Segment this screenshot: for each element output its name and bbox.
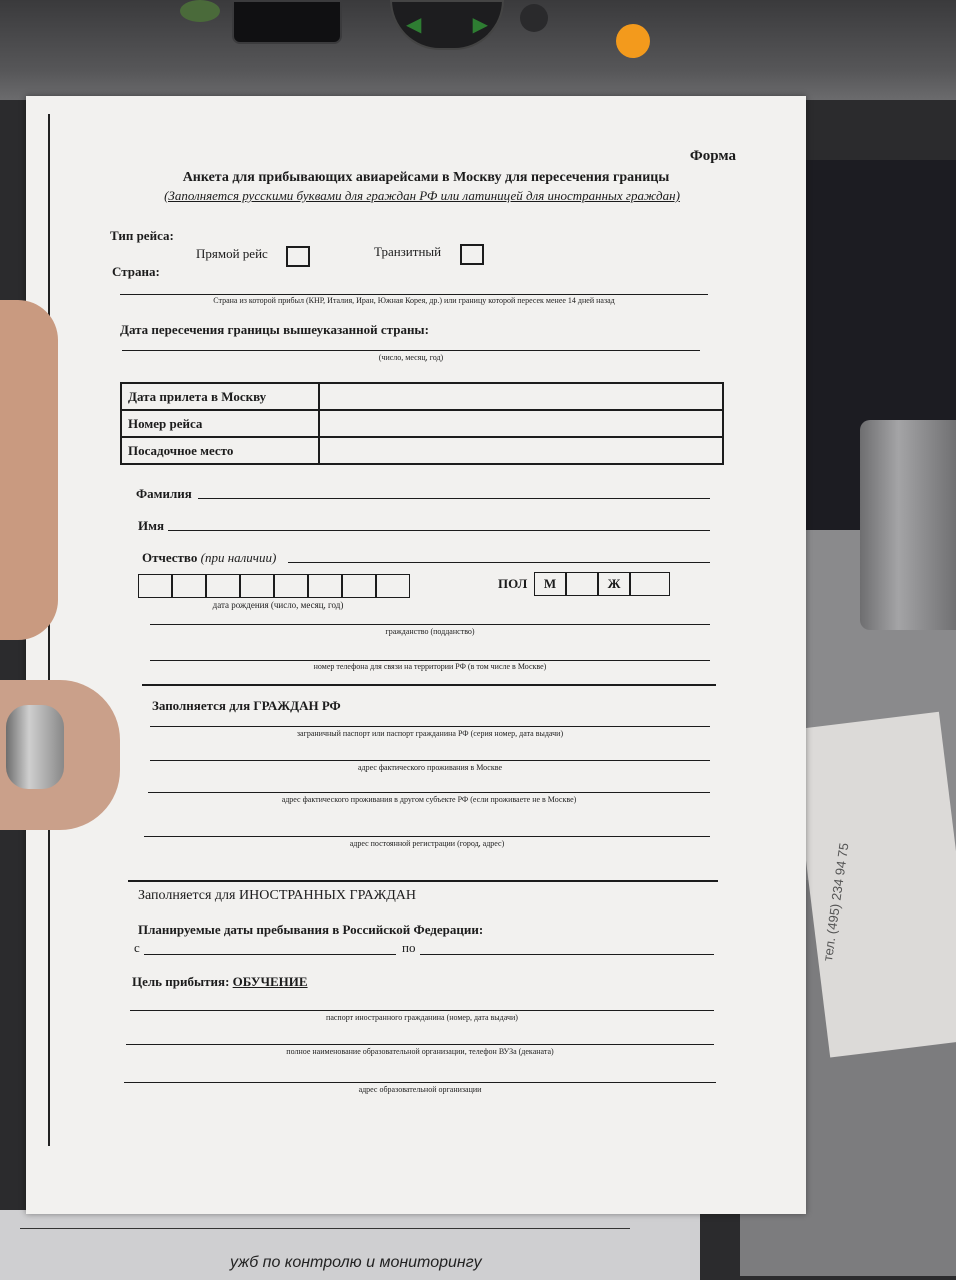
foreign-section-title: Заполняется для ИНОСТРАННЫХ ГРАЖДАН (138, 888, 417, 903)
direct-flight-label: Прямой рейс (196, 246, 268, 261)
section-divider (142, 684, 716, 686)
sex-female-label: Ж (598, 572, 630, 596)
dob-digit-cell[interactable] (342, 574, 376, 598)
rf-address-other-hint: адрес фактического проживания в другом субъекте РФ (если проживаете не в Москве) (281, 795, 577, 804)
seat-number-field[interactable] (319, 437, 723, 464)
channel-left-icon: ◀ (406, 12, 422, 36)
crossing-date-label: Дата пересечения границы вышеуказанной страны: (120, 322, 429, 337)
seat-number-label: Посадочное место (121, 437, 319, 464)
rf-registration-hint: адрес постоянной регистрации (город, адрес) (349, 839, 505, 848)
flight-number-field[interactable] (319, 410, 723, 437)
margin-line (48, 114, 50, 1146)
arrival-date-label: Дата прилета в Москву (121, 383, 319, 410)
hand-thumb (0, 300, 58, 640)
stay-dates-label: Планируемые даты пребывания в Российской Федерации: (138, 922, 484, 937)
name-field[interactable] (168, 530, 710, 531)
form-label: Форма (689, 148, 736, 164)
flight-info-table (120, 382, 724, 465)
dob-digit-cell[interactable] (308, 574, 342, 598)
sex-female-checkbox[interactable] (630, 572, 670, 596)
dob-digit-cell[interactable] (376, 574, 410, 598)
console-button (180, 0, 220, 22)
edu-address-field[interactable] (124, 1082, 716, 1083)
crossing-date-hint: (число, месяц, год) (378, 353, 444, 362)
purpose-label: Цель прибытия: (132, 974, 230, 989)
sex-label: ПОЛ (498, 576, 528, 591)
armrest (860, 420, 956, 630)
citizenship-hint: гражданство (подданство) (385, 627, 475, 636)
edu-org-hint: полное наименование образовательной организации, телефон ВУЗа (деканата) (286, 1047, 554, 1056)
patronymic-note: (при наличии) (200, 550, 277, 565)
phone-hint: номер телефона для связи на территории РФ (в том числе в Москве) (313, 662, 547, 671)
citizenship-field[interactable] (150, 624, 710, 625)
rf-address-other-field[interactable] (148, 792, 710, 793)
direct-flight-checkbox[interactable] (286, 246, 310, 267)
table-row (121, 410, 723, 437)
purpose-group (132, 974, 308, 990)
rf-address-moscow-hint: адрес фактического проживания в Москве (357, 763, 503, 772)
section-divider (128, 880, 718, 882)
channel-right-icon: ▶ (472, 12, 488, 36)
bottom-sheet (0, 1210, 700, 1280)
purpose-value: ОБУЧЕНИЕ (232, 974, 308, 989)
console-channel-pad (390, 0, 504, 50)
rf-address-moscow-field[interactable] (150, 760, 710, 761)
form-title: Анкета для прибывающих авиарейсами в Москву для пересечения границы (182, 170, 670, 185)
console-screen (232, 0, 342, 44)
rf-passport-hint: заграничный паспорт или паспорт гражданина РФ (серия номер, дата выдачи) (296, 729, 564, 738)
back-sheet-phone: тел. (495) 234 94 75 (820, 841, 852, 963)
flight-number-label: Номер рейса (121, 410, 319, 437)
crossing-date-line[interactable] (122, 350, 700, 351)
stay-from-field[interactable] (144, 954, 396, 955)
country-line[interactable] (120, 294, 708, 295)
rf-registration-field[interactable] (144, 836, 710, 837)
table-row (121, 437, 723, 464)
foreign-passport-hint: паспорт иностранного гражданина (номер, дата выдачи) (326, 1013, 518, 1022)
bottom-sheet-text: ужб по контролю и мониторингу (230, 1254, 482, 1271)
dob-digit-cell[interactable] (274, 574, 308, 598)
ring (6, 705, 64, 789)
transit-checkbox[interactable] (460, 244, 484, 265)
surname-label: Фамилия (136, 486, 192, 501)
edu-org-field[interactable] (126, 1044, 714, 1045)
dob-digit-cell[interactable] (138, 574, 172, 598)
from-label: с (134, 940, 140, 955)
stay-to-field[interactable] (420, 954, 714, 955)
seat-console (0, 0, 956, 100)
surname-field[interactable] (198, 498, 710, 499)
patronymic-label: Отчество (142, 550, 198, 565)
dob-digit-cell[interactable] (206, 574, 240, 598)
patronymic-label-group (142, 550, 276, 566)
phone-field[interactable] (150, 660, 710, 661)
arrival-form (26, 96, 806, 1214)
form-subtitle: (Заполняется русскими буквами для граждан РФ или латиницей для иностранных граждан) (164, 188, 680, 203)
dob-digit-cell[interactable] (240, 574, 274, 598)
foreign-passport-field[interactable] (130, 1010, 714, 1011)
transit-label: Транзитный (374, 244, 442, 259)
table-row (121, 383, 723, 410)
to-label: по (402, 940, 416, 955)
bottom-sheet-rule (20, 1228, 630, 1229)
dob-hint: дата рождения (число, месяц, год) (212, 600, 344, 610)
call-button (616, 24, 650, 58)
arrival-date-field[interactable] (319, 383, 723, 410)
flight-type-label: Тип рейса: (110, 228, 174, 243)
rf-section-title: Заполняется для ГРАЖДАН РФ (152, 698, 341, 713)
console-button (520, 4, 548, 32)
country-hint: Страна из которой прибыл (КНР, Италия, Иран, Южная Корея, др.) или границу которой пересек менее 14 дней назад (213, 296, 615, 305)
rf-passport-field[interactable] (150, 726, 710, 727)
country-label: Страна: (112, 264, 160, 279)
patronymic-field[interactable] (288, 562, 710, 563)
name-label: Имя (138, 518, 164, 533)
sex-male-checkbox[interactable] (566, 572, 598, 596)
edu-address-hint: адрес образовательной организации (358, 1085, 482, 1094)
sex-male-label: М (534, 572, 566, 596)
dob-digit-cell[interactable] (172, 574, 206, 598)
